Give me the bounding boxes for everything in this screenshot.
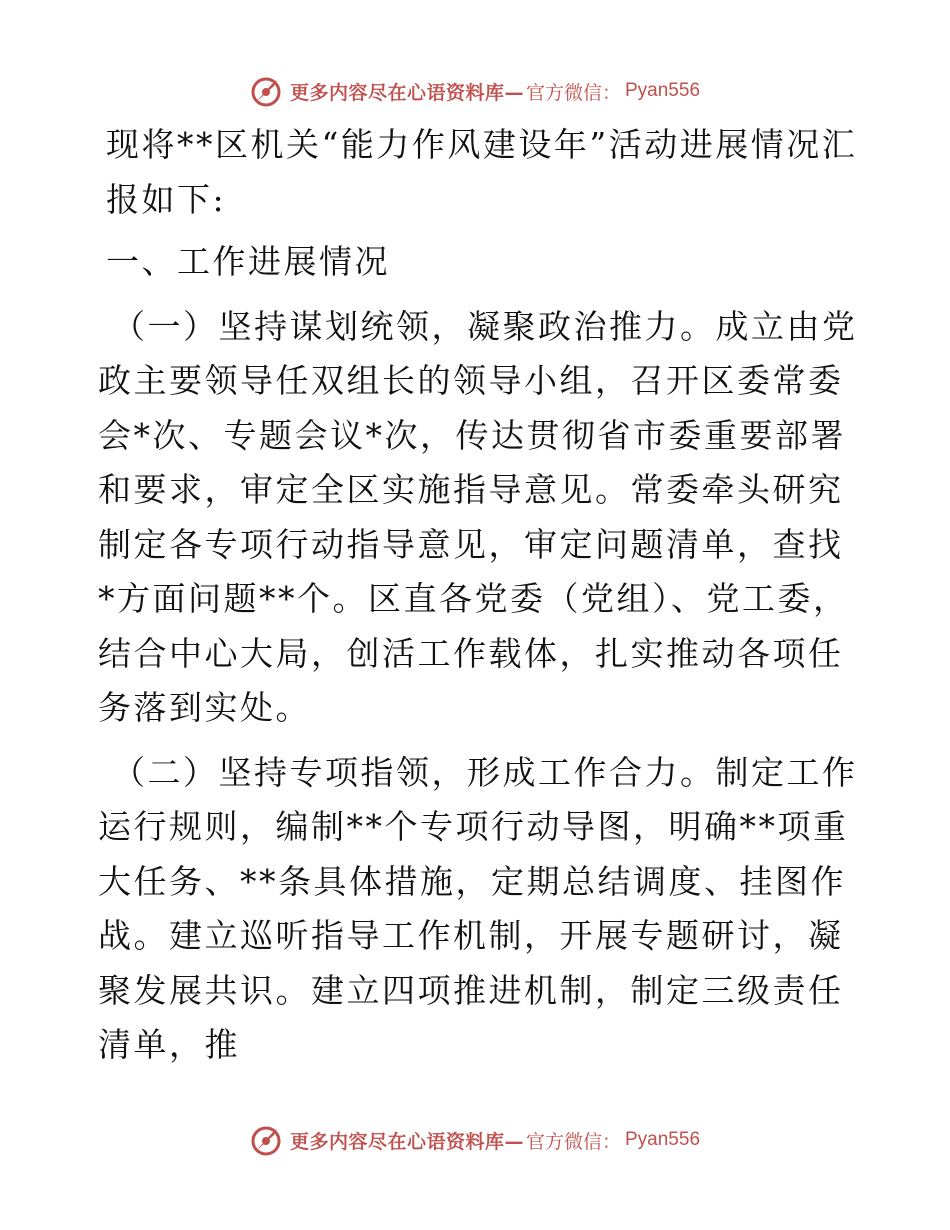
pen-logo-icon — [250, 74, 284, 108]
watermark-wechat-label: 官方微信： — [525, 81, 621, 104]
watermark-wechat-id: Pyan556 — [625, 80, 701, 101]
section-heading: 一、工作进展情况 — [106, 242, 390, 281]
footer-watermark — [0, 1120, 950, 1160]
pen-logo-icon — [250, 1123, 284, 1157]
intro-paragraph: 现将**区机关“能力作风建设年”活动进展情况汇报如下: — [106, 125, 858, 219]
watermark-text: 更多内容尽在心语资料库— — [289, 81, 524, 104]
header-watermark — [0, 71, 950, 111]
body-paragraph-1: （一）坚持谋划统领，凝聚政治推力。成立由党政主要领导任双组长的领导小组，召开区委常委会*次、专题会议*次，传达贯彻省市委重要部署和要求，审定全区实施指导意见。常委牵头研究制定各专项行动指导意见，审定问题清单，查找*方面问题**个。区直各党委（党组）、党工委，结合中心大局，创活工作载体，扎实推动各项任务落到实处。 — [98, 306, 858, 727]
watermark-text: 更多内容尽在心语资料库— — [289, 1130, 524, 1153]
watermark-wechat-label: 官方微信： — [525, 1130, 621, 1153]
watermark-wechat-id: Pyan556 — [625, 1129, 701, 1150]
body-paragraph-2: （二）坚持专项指领，形成工作合力。制定工作运行规则，编制**个专项行动导图，明确**项重大任务、**条具体措施，定期总结调度、挂图作战。建立巡听指导工作机制，开展专题研讨，凝聚发展共识。建立四项推进机制，制定三级责任清单，推 — [98, 752, 858, 1064]
document-body — [98, 118, 858, 1083]
